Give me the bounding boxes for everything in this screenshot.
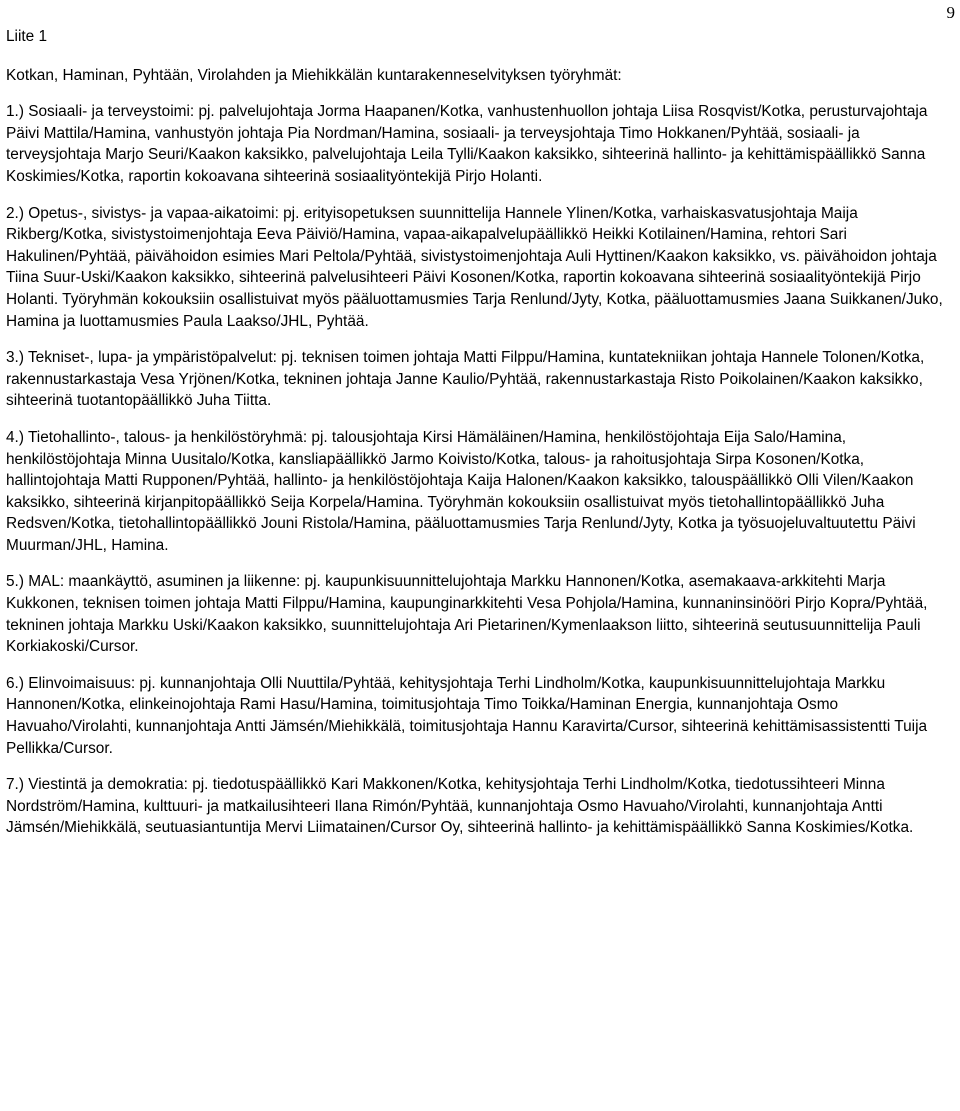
workgroup-paragraph-7: 7.) Viestintä ja demokratia: pj. tiedotuspäällikkö Kari Makkonen/Kotka, kehitysjohtaja Terhi Lindholm/Kotka, tiedotussihteeri Minna Nordström/Hamina, kulttuuri- ja matkailusihteeri Ilana Rimón/Pyhtää, kunnanjohtaja Osmo Havuaho/Virolahti, kunnanjohtaja Antti Jämsén/Miehikkälä, seutuasiantuntija Mervi Liimatainen/Cursor Oy, sihteerinä hallinto- ja kehittämispäällikkö Sanna Koskimies/Kotka. bbox=[6, 776, 914, 837]
workgroup-paragraph-2: 2.) Opetus-, sivistys- ja vapaa-aikatoimi: pj. erityisopetuksen suunnittelija Hannele Ylinen/Kotka, varhaiskasvatusjohtaja Maija Rikberg/Kotka, sivistystoimenjohtaja Eeva Päiviö/Hamina, vapaa-aikapalvelupäällikkö Heikki Kotilainen/Hamina, rehtori Sari Hakulinen/Pyhtää, päivähoidon esimies Mari Peltola/Pyhtää, sivistystoimenjohtaja Auli Hyttinen/Kaakon kaksikko, vs. päivähoidon johtaja Tiina Suur-Uski/Kaakon kaksikko, sihteerinä palvelusihteeri Päivi Kosonen/Kotka, raportin kokoavana sihteerinä sosiaalityöntekijä Pirjo Holanti. Työryhmän kokouksiin osallistuivat myös pääluottamusmies Tarja Renlund/Jyty, Kotka, pääluottamusmies Jaana Suikkanen/Juko, Hamina ja luottamusmies Paula Laakso/JHL, Pyhtää. bbox=[6, 204, 943, 330]
document-body bbox=[6, 26, 956, 854]
workgroup-paragraph-4: 4.) Tietohallinto-, talous- ja henkilöstöryhmä: pj. talousjohtaja Kirsi Hämäläinen/Hamina, henkilöstöjohtaja Eija Salo/Hamina, henkilöstöjohtaja Minna Uusitalo/Kotka, kansliapäällikkö Jarmo Koivisto/Kotka, talous- ja rahoitusjohtaja Sirpa Kosonen/Kotka, hallintojohtaja Matti Rupponen/Pyhtää, hallinto- ja henkilöstöjohtaja Kaija Halonen/Kaakon kaksikko, talouspäällikkö Olli Vilen/Kaakon kaksikko, sihteerinä kirjanpitopäällikkö Seija Korpela/Hamina. Työryhmän kokouksiin osallistuivat myös tietohallintopäällikkö Juha Redsven/Kotka, tietohallintopäällikkö Jouni Ristola/Hamina, pääluottamusmies Tarja Renlund/Jyty, Kotka ja työsuojeluvaltuutettu Päivi Muurman/JHL, Hamina. bbox=[6, 428, 916, 554]
workgroup-paragraph-5: 5.) MAL: maankäyttö, asuminen ja liikenne: pj. kaupunkisuunnittelujohtaja Markku Hannonen/Kotka, asemakaava-arkkitehti Marja Kukkonen, teknisen toimen johtaja Matti Filppu/Hamina, kaupunginarkkitehti Vesa Pohjola/Hamina, kunnaninsinööri Pirjo Kopra/Pyhtää, tekninen johtaja Markku Uski/Kaakon kaksikko, suunnittelujohtaja Ari Pietarinen/Kymenlaakson liitto, sihteerinä seutusuunnittelija Pauli Korkiakoski/Cursor. bbox=[6, 573, 928, 656]
workgroup-paragraph-1: 1.) Sosiaali- ja terveystoimi: pj. palvelujohtaja Jorma Haapanen/Kotka, vanhustenhuollon johtaja Liisa Rosqvist/Kotka, perusturvajohtaja Päivi Mattila/Hamina, vanhustyön johtaja Pia Nordman/Hamina, sosiaali- ja terveysjohtaja Timo Hokkanen/Pyhtää, sosiaali- ja terveysjohtaja Marjo Seuri/Kaakon kaksikko, palvelujohtaja Leila Tylli/Kaakon kaksikko, sihteerinä hallinto- ja kehittämispäällikkö Sanna Koskimies/Kotka, raportin kokoavana sihteerinä sosiaalityöntekijä Pirjo Holanti. bbox=[6, 103, 928, 185]
workgroup-paragraph-6: 6.) Elinvoimaisuus: pj. kunnanjohtaja Olli Nuuttila/Pyhtää, kehitysjohtaja Terhi Lindholm/Kotka, kaupunkisuunnittelujohtaja Markku Hannonen/Kotka, elinkeinojohtaja Rami Hasu/Hamina, toimitusjohtaja Timo Toikka/Haminan Energia, kunnanjohtaja Osmo Havuaho/Virolahti, kunnanjohtaja Antti Jämsén/Miehikkälä, toimitusjohtaja Hannu Karavirta/Cursor, sihteerinä kehittämisassistentti Tuija Pellikka/Cursor. bbox=[6, 674, 928, 757]
workgroup-paragraph-3: 3.) Tekniset-, lupa- ja ympäristöpalvelut: pj. teknisen toimen johtaja Matti Filppu/Hamina, kuntatekniikan johtaja Hannele Tolonen/Kotka, rakennustarkastaja Vesa Yrjönen/Kotka, tekninen johtaja Janne Kaulio/Pyhtää, rakennustarkastaja Risto Poikolainen/Kaakon kaksikko, sihteerinä tuotantopäällikkö Juha Tiitta. bbox=[6, 349, 925, 410]
appendix-label: Liite 1 bbox=[6, 28, 48, 45]
document-heading: Kotkan, Haminan, Pyhtään, Virolahden ja Miehikkälän kuntarakenneselvityksen työryhmät: bbox=[6, 66, 622, 84]
page-number: 9 bbox=[946, 3, 955, 22]
